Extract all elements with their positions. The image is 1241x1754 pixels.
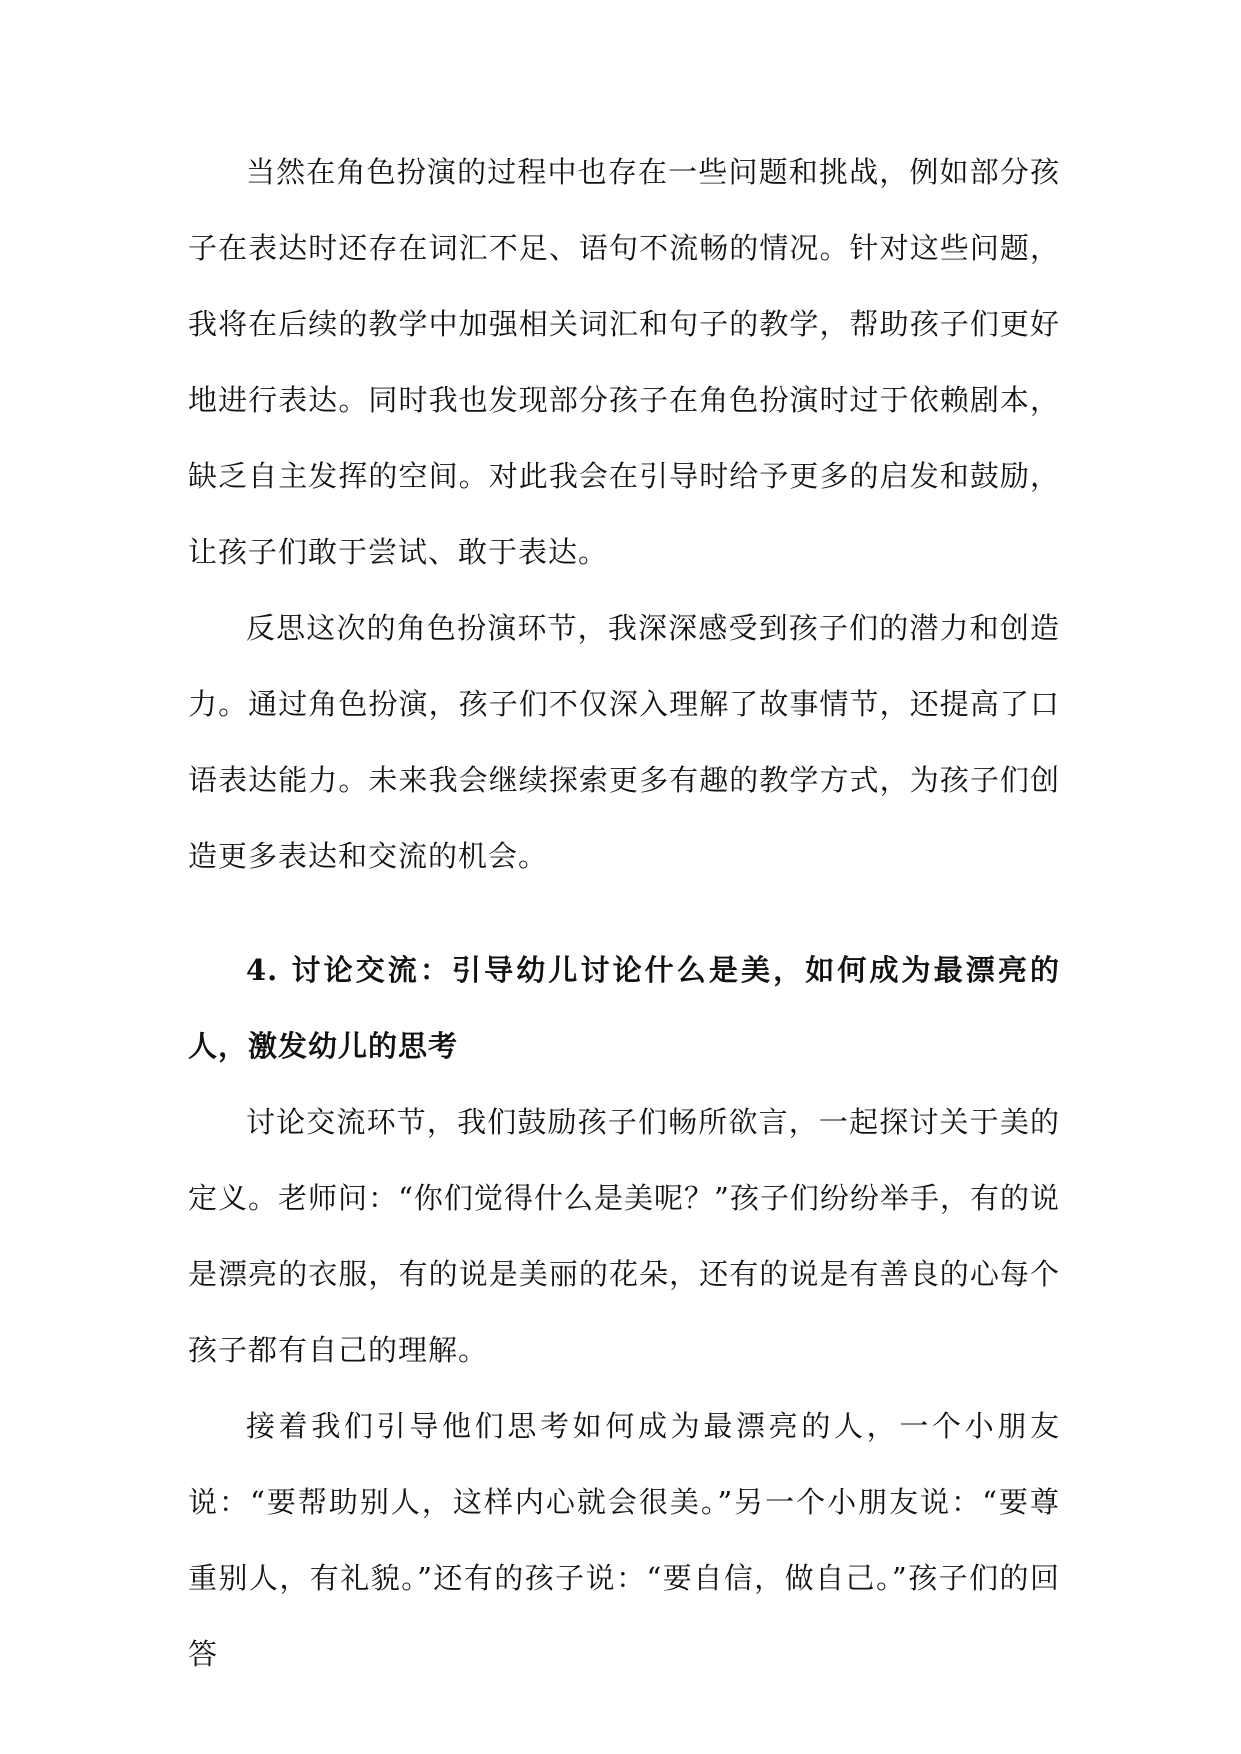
paragraph-role-play-reflection: 反思这次的角色扮演环节，我深深感受到孩子们的潜力和创造力。通过角色扮演，孩子们不仅深入理解了故事情节，还提高了口语表达能力。未来我会继续探索更多有趣的教学方式，为孩子们创造更多表达和交流的机会。 bbox=[188, 611, 1060, 873]
paragraph-discussion-beauty: 讨论交流环节，我们鼓励孩子们畅所欲言，一起探讨关于美的定义。老师问：“你们觉得什么是美呢？”孩子们纷纷举手，有的说是漂亮的衣服，有的说是美丽的花朵，还有的说是有善良的心每个孩子都有自己的理解。 bbox=[188, 1105, 1060, 1367]
paragraph-role-play-challenges: 当然在角色扮演的过程中也存在一些问题和挑战，例如部分孩子在表达时还存在词汇不足、语句不流畅的情况。针对这些问题，我将在后续的教学中加强相关词汇和句子的教学，帮助孩子们更好地进行表达。同时我也发现部分孩子在角色扮演时过于依赖剧本，缺乏自主发挥的空间。对此我会在引导时给予更多的启发和鼓励，让孩子们敢于尝试、敢于表达。 bbox=[188, 155, 1060, 569]
paragraph-discussion-prettiest: 接着我们引导他们思考如何成为最漂亮的人，一个小朋友说：“要帮助别人，这样内心就会很美。”另一个小朋友说：“要尊重别人，有礼貌。”还有的孩子说：“要自信，做自己。”孩子们的回答 bbox=[188, 1409, 1060, 1671]
section-heading-discussion: 4. 讨论交流：引导幼儿讨论什么是美，如何成为最漂亮的人，激发幼儿的思考 bbox=[188, 953, 1060, 1063]
